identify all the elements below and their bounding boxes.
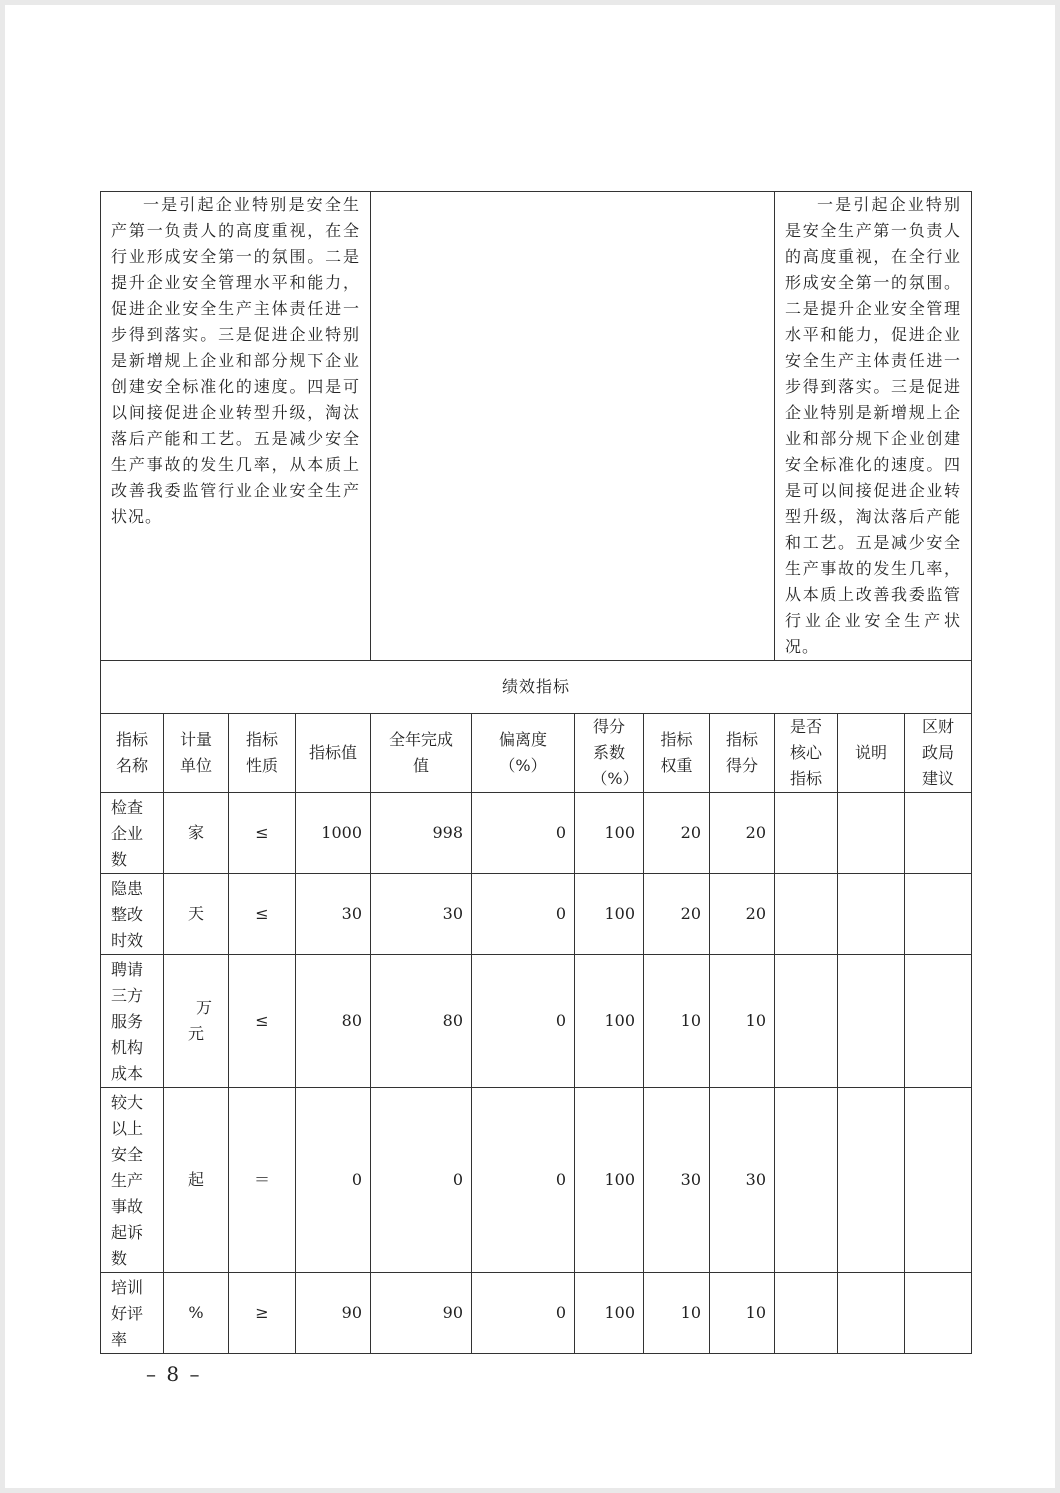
row-unit: 起 [164,1088,229,1273]
row-note [838,793,905,874]
header-core [775,714,838,793]
row-unit [164,955,229,1088]
row-unit: % [164,1273,229,1354]
row-advice [905,955,972,1088]
row-deviation: 0 [472,955,575,1088]
row-nature: ＝ [229,1088,296,1273]
row-coef: 100 [575,1088,644,1273]
header-nature-text: 指标性质 [245,730,278,775]
table-row [101,955,972,1088]
row-name [101,1088,164,1273]
header-note: 说明 [838,714,905,793]
table-row [101,1088,972,1273]
row-deviation: 0 [472,1088,575,1273]
table-row [101,793,972,874]
row-name-text: 培训好评率 [111,1278,144,1349]
row-actual: 30 [371,874,472,955]
left-effect-text: 一是引起企业特别是安全生产第一负责人的高度重视，在全行业形成安全第一的氛围。二是提升企业安全管理水平和能力，促进企业安全生产主体责任进一步得到落实。三是促进企业特别是新增规上企业和部分规下企业创建安全标准化的速度。四是可以间接促进企业转型升级，淘汰落后产能和工艺。五是减少安全生产事故的发生几率，从本质上改善我委监管行业企业安全生产状况。 [101,192,371,661]
row-note [838,1088,905,1273]
header-nature [229,714,296,793]
row-value: 30 [296,874,371,955]
row-score: 20 [710,793,775,874]
row-nature: ≥ [229,1273,296,1354]
row-weight: 20 [644,874,710,955]
row-note [838,1273,905,1354]
right-effect-text: 一是引起企业特别是安全生产第一负责人的高度重视，在全行业形成安全第一的氛围。二是提升企业安全管理水平和能力，促进企业安全生产主体责任进一步得到落实。三是促进企业特别是新增规上企业和部分规下企业创建安全标准化的速度。四是可以间接促进企业转型升级，淘汰落后产能和工艺。五是减少安全生产事故的发生几率，从本质上改善我委监管行业企业安全生产状况。 [775,192,972,661]
header-weight [644,714,710,793]
row-advice [905,1273,972,1354]
table-row [101,874,972,955]
header-coef [575,714,644,793]
row-note [838,874,905,955]
row-score: 10 [710,1273,775,1354]
row-value: 80 [296,955,371,1088]
row-nature: ≤ [229,955,296,1088]
row-advice [905,793,972,874]
row-unit: 天 [164,874,229,955]
row-coef: 100 [575,793,644,874]
row-core [775,1273,838,1354]
header-coef-text: 得分系数（%） [591,717,639,788]
row-unit-text: 万元 [187,998,213,1043]
header-advice [905,714,972,793]
row-coef: 100 [575,874,644,955]
row-advice [905,1088,972,1273]
row-core [775,955,838,1088]
row-value: 1000 [296,793,371,874]
row-coef: 100 [575,1273,644,1354]
header-row [101,714,972,793]
header-value: 指标值 [296,714,371,793]
header-unit [164,714,229,793]
section-title-row [101,661,972,714]
performance-table [100,191,972,1354]
table-row [101,1273,972,1354]
header-score [710,714,775,793]
row-deviation: 0 [472,874,575,955]
header-deviation [472,714,575,793]
header-name-text: 指标名称 [115,730,148,775]
section-title: 绩效指标 [101,661,972,714]
row-score: 20 [710,874,775,955]
row-nature: ≤ [229,874,296,955]
row-deviation: 0 [472,1273,575,1354]
row-weight: 30 [644,1088,710,1273]
header-actual-text: 全年完成值 [389,730,454,775]
header-name [101,714,164,793]
row-actual: 90 [371,1273,472,1354]
row-name [101,874,164,955]
row-name [101,1273,164,1354]
row-name [101,793,164,874]
row-weight: 20 [644,793,710,874]
blank-middle-cell [371,192,775,661]
row-note [838,955,905,1088]
row-name-text: 较大以上安全生产事故起诉数 [111,1093,144,1268]
row-score: 30 [710,1088,775,1273]
row-name-text: 检查企业数 [111,798,144,869]
row-actual: 998 [371,793,472,874]
row-name [101,955,164,1088]
row-coef: 100 [575,955,644,1088]
row-core [775,1088,838,1273]
header-core-text: 是否核心指标 [790,717,823,788]
row-name-text: 聘请三方服务机构成本 [111,960,144,1083]
header-advice-text: 区财政局建议 [922,717,955,788]
row-score: 10 [710,955,775,1088]
expected-effect-row [101,192,972,661]
row-core [775,874,838,955]
row-actual: 0 [371,1088,472,1273]
row-core [775,793,838,874]
row-value: 0 [296,1088,371,1273]
header-score-text: 指标得分 [726,730,759,775]
page-number: – 8 – [146,1362,202,1386]
row-weight: 10 [644,955,710,1088]
header-deviation-text: 偏离度（%） [499,730,548,775]
row-weight: 10 [644,1273,710,1354]
row-deviation: 0 [472,793,575,874]
header-actual [371,714,472,793]
row-value: 90 [296,1273,371,1354]
row-nature: ≤ [229,793,296,874]
row-unit: 家 [164,793,229,874]
row-name-text: 隐患整改时效 [111,879,144,950]
header-weight-text: 指标权重 [660,730,693,775]
row-actual: 80 [371,955,472,1088]
header-unit-text: 计量单位 [179,730,212,775]
row-advice [905,874,972,955]
